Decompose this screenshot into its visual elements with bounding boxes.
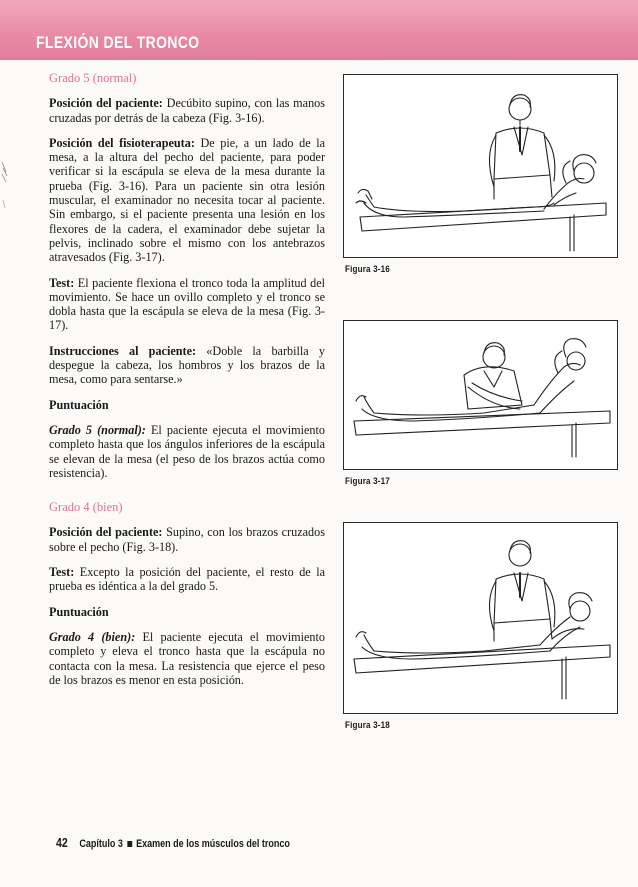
header-banner — [0, 0, 638, 60]
grade-4-heading: Grado 4 (bien) — [49, 500, 123, 515]
figure-3-17 — [343, 320, 618, 470]
scoring-heading-5: Puntuación — [49, 397, 109, 412]
square-bullet-icon — [127, 841, 132, 847]
figure-3-16 — [343, 74, 618, 258]
test-5: Test: El paciente flexiona el tronco toda la amplitud del movimiento. Se hace un ovillo completo y el tronco se dobla hasta que la escápula se eleva de la mesa (Fig. 3-17). — [49, 275, 325, 333]
chapter-label: Capítulo 3 — [79, 838, 123, 850]
page-number: 42 — [56, 835, 68, 850]
grade-5-description: Grado 5 (normal): El paciente ejecuta el movimiento completo hasta que los ángulos inferiores de la escápula se elevan de la mesa (el peso de los brazos actúa como resistencia). — [49, 422, 325, 480]
instructions-5: Instrucciones al paciente: «Doble la barbilla y despegue la cabeza, los hombros y los brazos de la mesa, como para sentarse.» — [49, 343, 325, 387]
illustration-3-17 — [344, 321, 617, 469]
chapter-title: Examen de los músculos del tronco — [136, 838, 290, 850]
scoring-heading-4: Puntuación — [49, 604, 109, 619]
patient-position-4: Posición del paciente: Supino, con los brazos cruzados sobre el pecho (Fig. 3-18). — [49, 525, 325, 554]
figure-3-18 — [343, 522, 618, 714]
figure-3-16-caption: Figura 3-16 — [345, 264, 390, 275]
page-title: FLEXIÓN DEL TRONCO — [36, 33, 200, 52]
patient-position-5: Posición del paciente: Decúbito supino, con las manos cruzadas por detrás de la cabeza (Fig. 3-16). — [49, 96, 325, 125]
illustration-3-16 — [344, 75, 617, 257]
figure-3-18-caption: Figura 3-18 — [345, 720, 390, 731]
edge-marks — [0, 160, 10, 220]
therapist-position-5: Posición del fisioterapeuta: De pie, a un lado de la mesa, a la altura del pecho del paciente, para poder verificar si la escápula se eleva de la mesa durante la prueba (Fig. 3-16). Para un paciente sin otra lesión muscular, el examinador no necesita tocar al paciente. Sin embargo, si el paciente presenta una lesión en los flexores de la cadera, el examinador debe sujetar la pelvis, inclinado sobre el mismo con los antebrazos atravesados (Fig. 3-17). — [49, 135, 325, 265]
page-footer — [56, 835, 290, 850]
illustration-3-18 — [344, 523, 617, 713]
figure-3-17-caption: Figura 3-17 — [345, 476, 390, 487]
grade-4-description: Grado 4 (bien): El paciente ejecuta el movimiento completo y eleva el tronco hasta que la escápula no contacta con la mesa. La resistencia que ejerce el peso de los brazos es menor en esta posición. — [49, 629, 325, 687]
grade-5-heading: Grado 5 (normal) — [49, 71, 137, 85]
test-4: Test: Excepto la posición del paciente, el resto de la prueba es idéntica a la del grado 5. — [49, 565, 325, 594]
text-column — [49, 71, 325, 698]
